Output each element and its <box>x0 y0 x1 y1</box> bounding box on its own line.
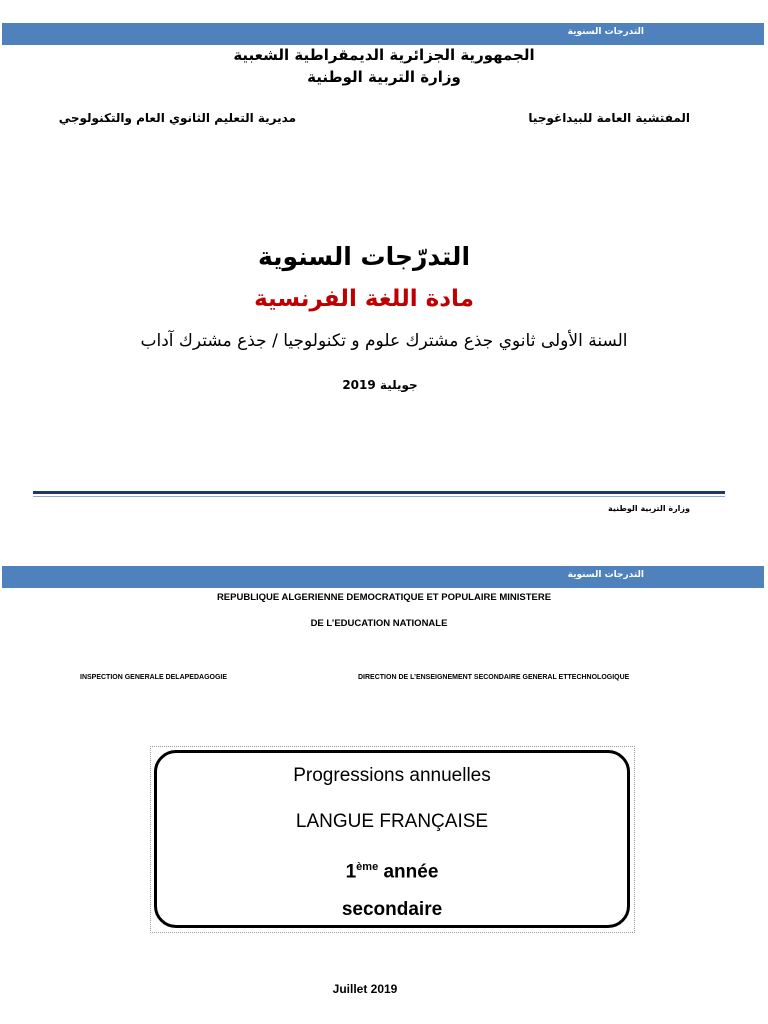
footer-rule <box>33 491 725 494</box>
direction-fr: DIRECTION DE L’ENSEIGNEMENT SECONDAIRE GENERAL ETTECHNOLOGIQUE <box>358 674 630 681</box>
document-title-ar: التدرّجات السنوية <box>257 242 471 271</box>
republic-line-2: DE L’EDUCATION NATIONALE <box>310 618 448 629</box>
level-title-ar: السنة الأولى ثانوي جذع مشترك علوم و تكنولوجيا / جذع مشترك آداب <box>140 331 628 351</box>
subject-title-ar: مادة اللغة الفرنسية <box>254 286 474 312</box>
republic-line-1: REPUBLIQUE ALGERIENNE DEMOCRATIQUE ET POPULAIRE MINISTERE <box>216 592 552 603</box>
box-year <box>157 861 627 883</box>
box-title: Progressions annuelles <box>293 765 491 786</box>
footer-rule-thin <box>33 496 725 497</box>
title-box <box>154 750 630 928</box>
ministry-title-ar: وزارة التربية الوطنية <box>307 68 461 86</box>
year-sup: ème <box>356 861 379 873</box>
directorate-ar: مديرية التعليم الثانوي العام والتكنولوجي <box>58 111 296 125</box>
date-fr: Juillet 2019 <box>332 982 398 996</box>
box-subject: LANGUE FRANÇAISE <box>295 811 489 832</box>
inspection-fr: INSPECTION GENERALE DELAPEDAGOGIE <box>80 674 228 681</box>
inspection-ar: المفتشية العامة للبيداغوجيا <box>528 111 690 125</box>
republic-title-ar: الجمهورية الجزائرية الديمقراطية الشعبية <box>233 46 535 64</box>
year-number: 1 <box>345 861 357 883</box>
header-banner <box>2 23 764 45</box>
year-word: année <box>383 861 439 883</box>
footer-ministry-ar: وزارة التربية الوطنية <box>607 504 690 513</box>
date-ar: جويلية 2019 <box>342 378 418 392</box>
header-banner-2 <box>2 566 764 588</box>
header-banner-text: التدرجات السنوية <box>567 27 644 37</box>
box-level: secondaire <box>341 899 443 920</box>
header-banner-text-2: التدرجات السنوية <box>567 570 644 580</box>
